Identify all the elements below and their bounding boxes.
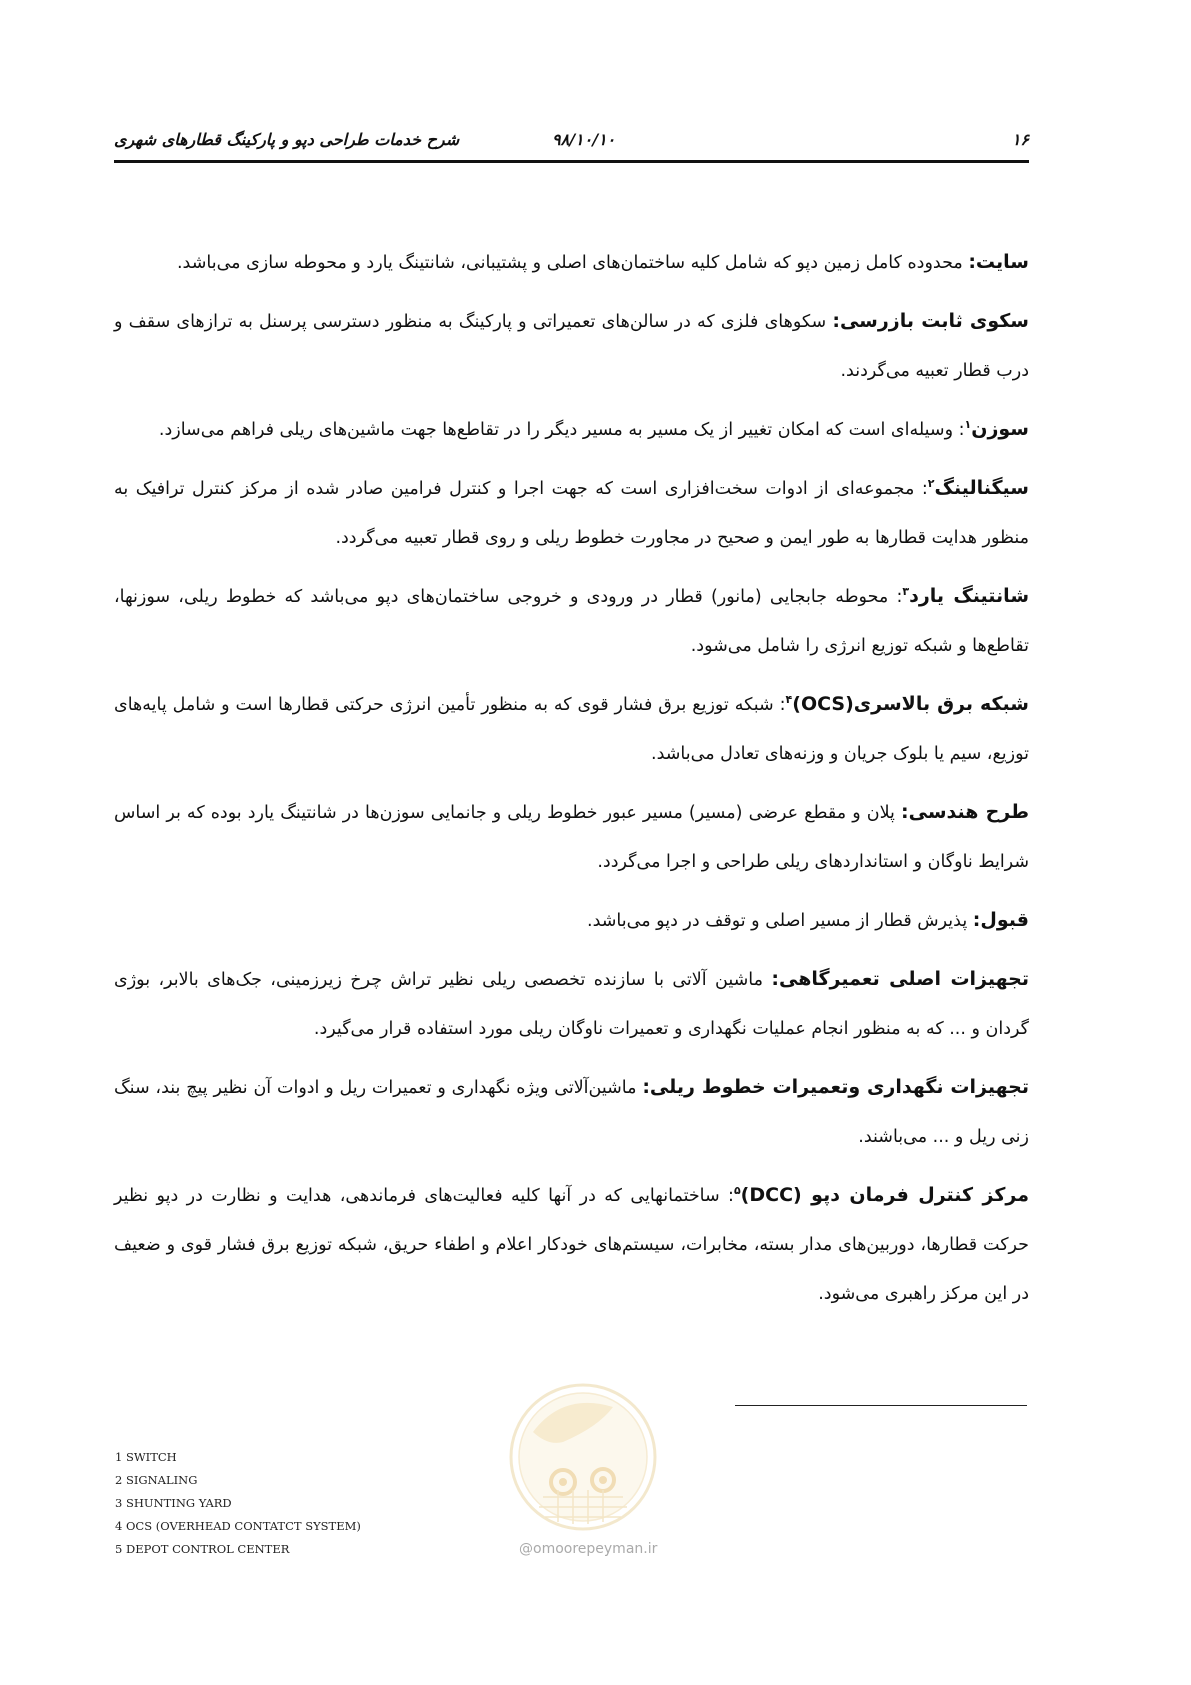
definition-text: : شبکه توزیع برق فشار قوی که به منظور تأمین انرژی حرکتی قطارها است و شامل پایه‌های توزیع، سیم یا بلوک جریان و وزنه‌های تعادل می‌باشد. — [114, 695, 1029, 764]
footnote-divider — [735, 1405, 1027, 1406]
footnote-ref[interactable]: ۲ — [927, 477, 935, 491]
definition-paragraph — [114, 297, 1029, 396]
definitions-body — [114, 238, 1029, 1328]
footnote-ref[interactable]: ۵ — [733, 1184, 741, 1198]
definition-term: تجهیزات نگهداری وتعمیرات خطوط ریلی: — [642, 1076, 1029, 1098]
definition-term: قبول: — [972, 909, 1029, 931]
definition-term: سایت: — [968, 251, 1029, 273]
header-date: ۹۸/۱۰/۱۰ — [552, 130, 616, 149]
at-sign-icon: @ — [519, 1541, 533, 1557]
definition-text: ماشین‌آلاتی ویژه نگهداری و تعمیرات ریل و ادوات آن نظیر پیچ بند، سنگ زنی ریل و ... می‌باشند. — [114, 1078, 1029, 1147]
footnote-item: 2 SIGNALING — [115, 1473, 198, 1487]
definition-paragraph — [114, 1171, 1029, 1319]
definition-paragraph — [114, 405, 1029, 455]
definition-term: شبکه برق بالاسری(OCS) — [792, 693, 1029, 715]
definition-paragraph — [114, 955, 1029, 1054]
definition-term: مرکز کنترل فرمان دپو (DCC) — [740, 1184, 1029, 1206]
page-header — [114, 126, 1029, 152]
definition-term: طرح هندسی: — [901, 801, 1029, 823]
definition-text: محدوده کامل زمین دپو که شامل کلیه ساختمان‌های اصلی و پشتیبانی، شانتینگ یارد و محوطه سازی می‌باشد. — [176, 253, 969, 273]
footnote-ref[interactable]: ۳ — [902, 585, 910, 599]
page-number: ۱۶ — [1011, 130, 1029, 149]
footnote-item: 5 DEPOT CONTROL CENTER — [115, 1542, 290, 1556]
definition-text: پلان و مقطع عرضی (مسیر) مسیر عبور خطوط ریلی و جانمایی سوزن‌ها در شانتینگ یارد بوده که بر اساس شرایط ناوگان و استانداردهای ریلی طراحی و اجرا می‌گردد. — [114, 803, 1029, 872]
definition-paragraph — [114, 464, 1029, 563]
definition-paragraph — [114, 572, 1029, 671]
footnote-ref[interactable]: ۱ — [964, 418, 972, 432]
definition-paragraph — [114, 1063, 1029, 1162]
definition-text: : محوطه جابجایی (مانور) قطار در ورودی و خروجی ساختمان‌های دپو می‌باشد که خطوط ریلی، سوزنها، تقاطع‌ها و شبکه توزیع انرژی را شامل می‌شود. — [114, 587, 1029, 656]
definition-text: : مجموعه‌ای از ادوات سخت‌افزاری است که جهت اجرا و کنترل فرامین صادر شده از مرکز کنترل ترافیک به منظور هدایت قطارها به طور ایمن و صحیح در مجاورت خطوط ریلی و روی قطار تعبیه می‌گردد. — [114, 479, 1029, 548]
watermark-site: @omoorepeyman.ir — [519, 1541, 658, 1557]
definition-term: سکوی ثابت بازرسی: — [832, 310, 1029, 332]
definition-paragraph — [114, 788, 1029, 887]
definition-term: سیگنالینگ — [934, 477, 1029, 499]
definition-text: : وسیله‌ای است که امکان تغییر از یک مسیر به مسیر دیگر را در تقاطع‌ها جهت ماشین‌های ریلی فراهم می‌سازد. — [158, 420, 965, 440]
definition-paragraph — [114, 680, 1029, 779]
footnote-ref[interactable]: ۴ — [785, 693, 793, 707]
footnote-item: 4 OCS (OVERHEAD CONTATCT SYSTEM) — [115, 1519, 361, 1533]
definition-text: سکوهای فلزی که در سالن‌های تعمیراتی و پارکینگ به منظور دسترسی پرسنل به ترازهای سقف و درب قطار تعبیه می‌گردند. — [114, 312, 1029, 381]
header-title: شرح خدمات طراحی دپو و پارکینگ قطارهای شهری — [114, 130, 460, 149]
definition-text: ماشین آلاتی با سازنده تخصصی ریلی نظیر تراش چرخ زیرزمینی، جک‌های بالابر، بوژی گردان و ... که به منظور انجام عملیات نگهداری و تعمیرات ناوگان ریلی مورد استفاده قرار می‌گیرد. — [114, 970, 1029, 1039]
header-divider — [114, 160, 1029, 163]
definition-term: تجهیزات اصلی تعمیرگاهی: — [771, 968, 1029, 990]
definition-paragraph — [114, 238, 1029, 288]
watermark-logo-icon — [503, 1372, 663, 1562]
footnotes-list — [115, 1446, 475, 1561]
footnote-item: 1 SWITCH — [115, 1450, 177, 1464]
footnote-item: 3 SHUNTING YARD — [115, 1496, 232, 1510]
definition-paragraph — [114, 896, 1029, 946]
definition-text: پذیرش قطار از مسیر اصلی و توقف در دپو می‌باشد. — [587, 911, 973, 931]
definition-term: سوزن — [971, 418, 1029, 440]
definition-term: شانتینگ یارد — [909, 585, 1030, 607]
definition-text: : ساختمانهایی که در آنها کلیه فعالیت‌های فرماندهی، هدایت و نظارت در دپو نظیر حرکت قطارها، دوربین‌های مدار بسته، مخابرات، سیستم‌های خودکار اعلام و اطفاء حریق، شبکه توزیع برق فشار قوی و ضعیف در این مرکز راهبری می‌شود. — [114, 1186, 1029, 1304]
